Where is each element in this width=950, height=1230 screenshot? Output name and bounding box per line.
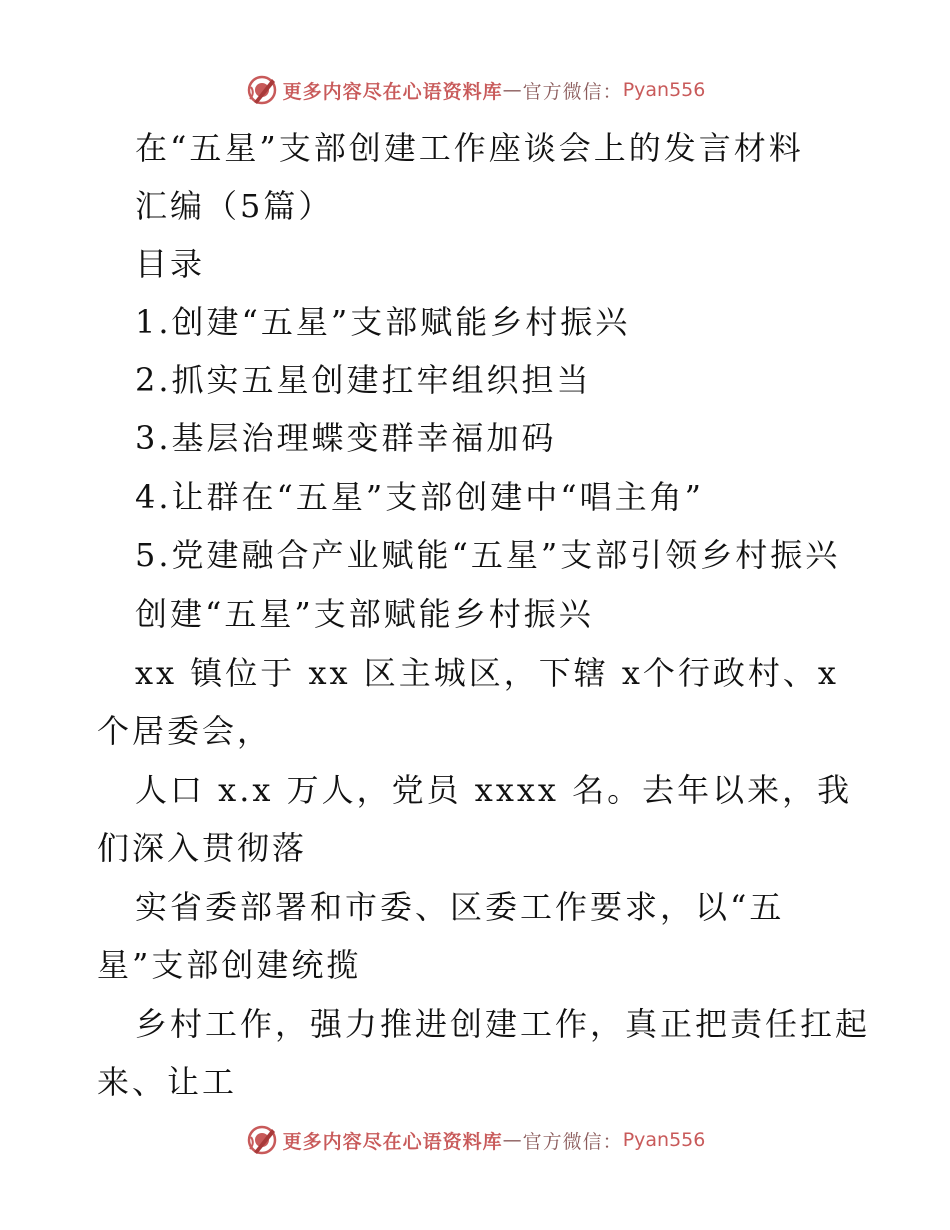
watermark-brand-text: 更多内容尽在心语资料库: [282, 80, 503, 103]
watermark-banner-bottom: [0, 1120, 950, 1160]
watermark-brand-text: 更多内容尽在心语资料库: [282, 1130, 503, 1153]
watermark-wechat-id: Pyan556: [622, 1129, 706, 1151]
body-line: xx 镇位于 xx 区主城区，下辖 x个行政村、x: [135, 654, 839, 692]
toc-item: 5.党建融合产业赋能“五星”支部引领乡村振兴: [135, 536, 841, 574]
body-line: 乡村工作，强力推进创建工作，真正把责任扛起: [135, 1005, 871, 1043]
body-line: 实省委部署和市委、区委工作要求，以“五: [135, 888, 785, 926]
toc-item: 1.创建“五星”支部赋能乡村振兴: [135, 303, 631, 341]
body-line: 们深入贯彻落: [97, 829, 308, 867]
toc-item: 3.基层治理蝶变群幸福加码: [135, 419, 557, 457]
document-title-line-1: 在“五星”支部创建工作座谈会上的发言材料: [135, 129, 804, 167]
body-line: 人口 x.x 万人，党员 xxxx 名。去年以来，我: [135, 771, 853, 809]
toc-item: 2.抓实五星创建扛牢组织担当: [135, 361, 592, 399]
pen-logo-icon: [245, 1123, 279, 1157]
document-title-line-2: 汇编（5篇）: [135, 187, 334, 225]
watermark-official-label: 官方微信：: [522, 80, 623, 103]
toc-item: 4.让群在“五星”支部创建中“唱主角”: [135, 478, 704, 516]
watermark-dash: —: [502, 79, 523, 101]
watermark-official-label: 官方微信：: [522, 1130, 623, 1153]
body-line: 来、让工: [97, 1063, 238, 1101]
body-line: 星”支部创建统揽: [97, 946, 362, 984]
watermark-dash: —: [502, 1129, 523, 1151]
section-title: 创建“五星”支部赋能乡村振兴: [135, 595, 594, 633]
watermark-wechat-id: Pyan556: [622, 79, 706, 101]
toc-heading: 目录: [135, 245, 206, 283]
body-line: 个居委会，: [97, 712, 273, 750]
